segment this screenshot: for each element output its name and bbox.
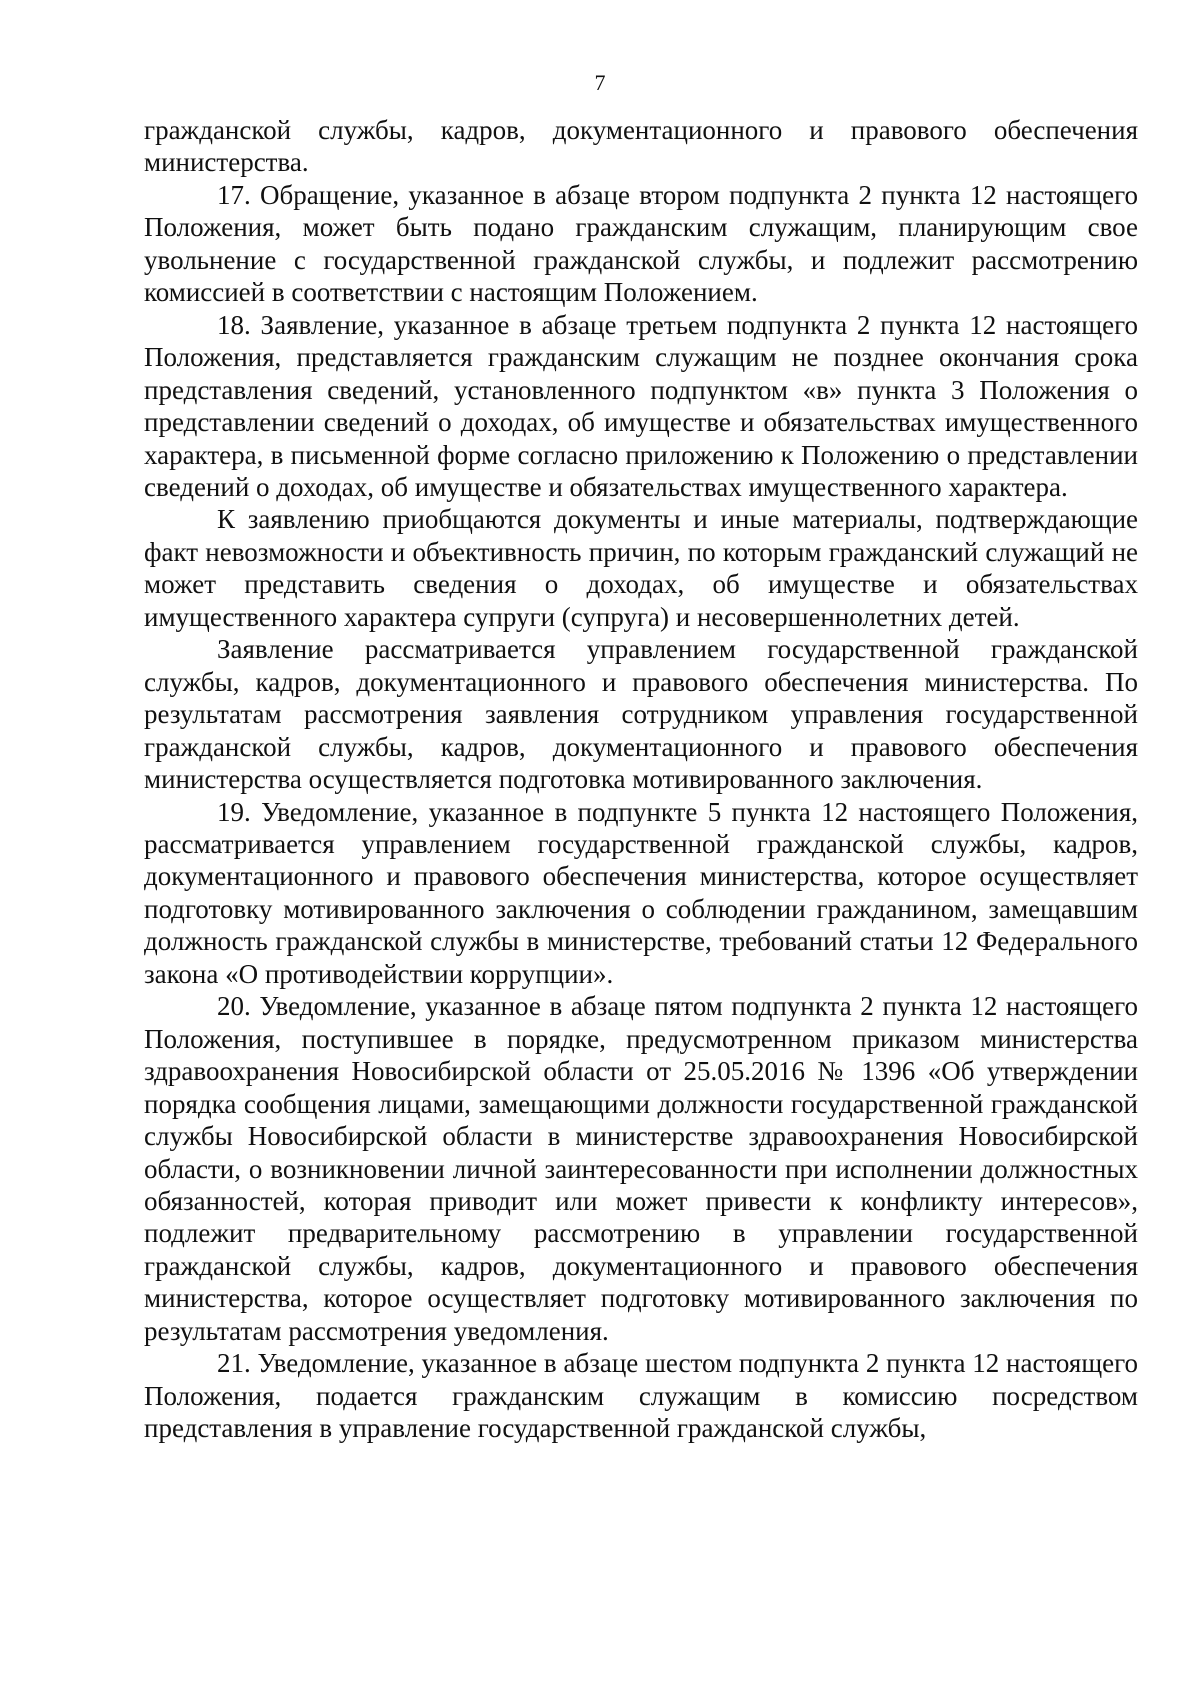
paragraph-item-21: 21. Уведомление, указанное в абзаце шестом подпункта 2 пункта 12 настоящего Положения, подается гражданским служащим в комиссию посредством представления в управление государственной гражданской службы, bbox=[144, 1348, 1138, 1444]
paragraph-item-20: 20. Уведомление, указанное в абзаце пятом подпункта 2 пункта 12 настоящего Положения, поступившее в порядке, предусмотренном приказом министерства здравоохранения Новосибирской области от 25.05.2016 № 1396 «Об утверждении порядка сообщения лицами, замещающими должности государственной гражданской службы Новосибирской области в министерстве здравоохранения Новосибирской области, о возникновении личной заинтересованности при исполнении должностных обязанностей, которая приводит или может привести к конфликту интересов», подлежит предварительному рассмотрению в управлении государственной гражданской службы, кадров, документационного и правового обеспечения министерства, которое осуществляет подготовку мотивированного заключения по результатам рассмотрения уведомления. bbox=[144, 991, 1138, 1346]
page-number: 7 bbox=[594, 70, 606, 95]
paragraph-review: Заявление рассматривается управлением государственной гражданской службы, кадров, документационного и правового обеспечения министерства. По результатам рассмотрения заявления сотрудником управления государственной гражданской службы, кадров, документационного и правового обеспечения министерства осуществляется подготовка мотивированного заключения. bbox=[144, 634, 1138, 795]
paragraph-continuation: гражданской службы, кадров, документационного и правового обеспечения министерства. bbox=[144, 115, 1138, 178]
document-body bbox=[144, 114, 1138, 1445]
paragraph-item-19: 19. Уведомление, указанное в подпункте 5 пункта 12 настоящего Положения, рассматривается управлением государственной гражданской службы, кадров, документационного и правового обеспечения министерства, которое осуществляет подготовку мотивированного заключения о соблюдении гражданином, замещавшим должность гражданской службы в министерстве, требований статьи 12 Федерального закона «О противодействии коррупции». bbox=[144, 796, 1138, 989]
paragraph-item-18: 18. Заявление, указанное в абзаце третьем подпункта 2 пункта 12 настоящего Положения, представляется гражданским служащим не позднее окончания срока представления сведений, установленного подпунктом «в» пункта 3 Положения о представлении сведений о доходах, об имуществе и обязательствах имущественного характера, в письменной форме согласно приложению к Положению о представлении сведений о доходах, об имуществе и обязательствах имущественного характера. bbox=[144, 309, 1138, 502]
paragraph-attachments: К заявлению приобщаются документы и иные материалы, подтверждающие факт невозможности и объективность причин, по которым гражданский служащий не может представить сведения о доходах, об имуществе и обязательствах имущественного характера супруги (супруга) и несовершеннолетних детей. bbox=[144, 504, 1138, 632]
paragraph-item-17: 17. Обращение, указанное в абзаце втором подпункта 2 пункта 12 настоящего Положения, может быть подано гражданским служащим, планирующим свое увольнение с государственной гражданской службы, и подлежит рассмотрению комиссией в соответствии с настоящим Положением. bbox=[144, 179, 1138, 308]
